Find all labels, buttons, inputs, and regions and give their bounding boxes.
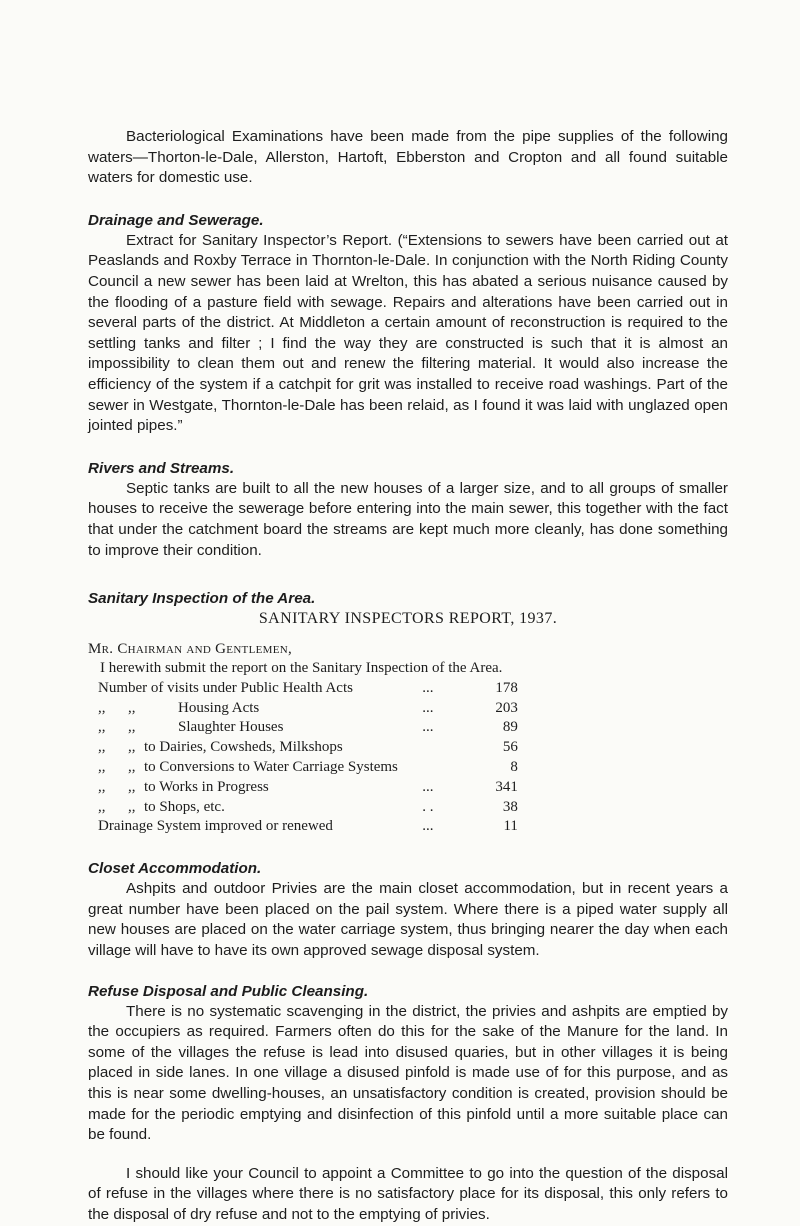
refuse-paragraph-2: I should like your Council to appoint a Committee to go into the question of the disposal of refuse in the villages where there is no satisfactory place for its disposal, this only refers to the disposal of dry refuse and not to the emptying of privies. (88, 1164, 728, 1223)
visits-count: 178 (495, 679, 518, 696)
page (88, 127, 728, 1226)
leader-dots: ... (422, 719, 434, 736)
visits-row (98, 738, 518, 758)
closet-heading: Closet Accommodation. (88, 860, 262, 878)
visits-label: to Dairies, Cowsheds, Milkshops (144, 739, 343, 756)
closet-paragraph: Ashpits and outdoor Privies are the main closet accommodation, but in recent years a great number have been placed on the pail system. Where there is a piped water supply all new houses are placed on the water carriage system, thus bringing nearer the day when each village will have to have its own approved sewage disposal system. (88, 880, 728, 960)
visits-row (98, 679, 518, 699)
visits-table (98, 679, 518, 837)
drainage-paragraph: Extract for Sanitary Inspector’s Report. (“Extensions to sewers have been carried out at Peaslands and Roxby Terrace in Thornton-le-Dale. In conjunction with the North Riding County Council a new sewer has been laid at Wrelton, this has abated a serious nuisance caused by the flooding of a pasture field with sewage. Repairs and alterations have been carried out in several parts of the district. At Middleton a certain amount of reconstruction is required to the settling tanks and filter ; I find the way they are constructed is such that it is almost an impossibility to clean them out and renew the filtering material. It would also increase the efficiency of the system if a catchpit for grit was installed to receive road washings. Part of the sewer in Westgate, Thornton-le-Dale has been relaid, as I found it was laid with unglazed open jointed pipes.” (88, 231, 728, 435)
visits-row (98, 817, 518, 837)
leader-dots: ... (422, 699, 434, 716)
leader-dots (398, 738, 458, 758)
visits-label: to Conversions to Water Carriage Systems (144, 759, 398, 776)
visits-label: to Works in Progress (144, 778, 269, 795)
visits-count: 89 (502, 719, 518, 736)
leader-dots (398, 758, 458, 778)
visits-count: 56 (502, 739, 518, 756)
refuse-paragraph: There is no systematic scavenging in the district, the privies and ashpits are emptied by the occupiers as required. Farmers often do this for the sake of the Manure for the land. In some of the villages the refuse is lead into disused quaries, but in other villages it is being placed in side lanes. In one village a disused pinfold is made use of for this purpose, and as this is near some dwelling-houses, an unsatisfactory condition is created, provision should be made for the periodic emptying and disinfection of this pinfold until a more suitable place can be found. (88, 1002, 728, 1144)
leader-dots: . . (422, 798, 434, 815)
leader-dots: ... (422, 818, 434, 835)
ditto-marks: ,, ,, (98, 719, 136, 736)
leader-dots: ... (422, 679, 434, 696)
visits-count: 341 (495, 778, 518, 795)
ditto-marks: ,, ,, (98, 739, 136, 756)
visits-row (98, 798, 518, 818)
visits-label: Slaughter Houses (178, 719, 284, 736)
ditto-marks: ,, ,, (98, 699, 136, 716)
sanitary-heading: Sanitary Inspection of the Area. (88, 590, 316, 608)
visits-row (98, 758, 518, 778)
visits-count: 38 (502, 798, 518, 815)
report-intro: I herewith submit the report on the Sanitary Inspection of the Area. (100, 660, 503, 677)
drainage-heading: Drainage and Sewerage. (88, 211, 264, 229)
report-title: SANITARY INSPECTORS REPORT, 1937. (258, 610, 558, 628)
visits-label: Housing Acts (178, 699, 260, 716)
visits-count: 8 (510, 759, 518, 776)
leader-dots: ... (422, 778, 434, 795)
refuse-heading: Refuse Disposal and Public Cleansing. (88, 982, 369, 1000)
visits-count: 11 (503, 818, 518, 835)
visits-count: 203 (495, 699, 518, 716)
visits-label: to Shops, etc. (144, 798, 225, 815)
rivers-heading: Rivers and Streams. (88, 459, 235, 477)
visits-label: Number of visits under Public Health Acts (98, 679, 353, 696)
ditto-marks: ,, ,, (98, 759, 136, 776)
ditto-marks: ,, ,, (98, 778, 136, 795)
bacteriological-paragraph: Bacteriological Examinations have been made from the pipe supplies of the following waters—Thorton-le-Dale, Allerston, Hartoft, Ebberston and Cropton and all found suitable waters for domestic use. (88, 128, 728, 187)
visits-row (98, 699, 518, 719)
visits-label: Drainage System improved or renewed (98, 818, 333, 835)
salutation: Mr. Chairman and Gentlemen, (88, 641, 293, 658)
visits-row (98, 718, 518, 738)
visits-row (98, 778, 518, 798)
rivers-paragraph: Septic tanks are built to all the new houses of a larger size, and to all groups of smaller houses to receive the sewerage before entering into the main sewer, this together with the fact that under the catchment board the streams are kept much more cleanly, has done something to improve their condition. (88, 479, 728, 559)
ditto-marks: ,, ,, (98, 798, 136, 815)
